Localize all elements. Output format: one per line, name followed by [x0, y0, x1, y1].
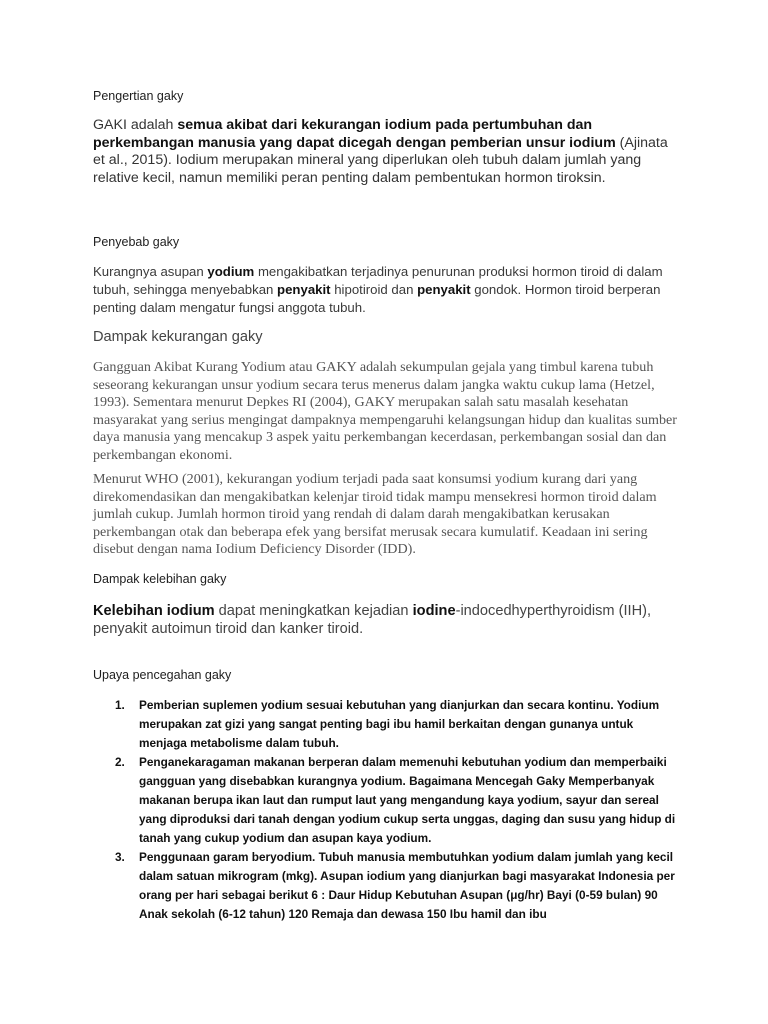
- definition-bold: semua akibat dari kekurangan iodium pada pertumbuhan dan perkembangan manusia yang dapat dicegah dengan pemberian unsur iodium: [93, 117, 616, 151]
- paragraph-excess: [93, 602, 683, 638]
- list-item-text: Pemberian suplemen yodium sesuai kebutuhan yang dianjurkan dan secara kontinu. Yodium merupakan zat gizi yang sangat penting bagi ibu hamil berkaitan dengan gunanya untuk menjaga metabolisme dalam tubuh.: [139, 698, 660, 750]
- excess-bold-iodine: iodine: [412, 603, 456, 619]
- list-number: 1.: [115, 698, 125, 712]
- list-item-text: Penggunaan garam beryodium. Tubuh manusia membutuhkan yodium dalam jumlah yang kecil dalam satuan mikrogram (mkg). Asupan iodium yang dianjurkan bagi masyarakat Indonesia per orang per hari sebagai berikut 6 : Daur Hidup Kebutuhan Asupan (μg/hr) Bayi (0-59 bulan) 90 Anak sekolah (6-12 tahun) 120 Remaja dan dewasa 150 Ibu hamil dan ibu: [139, 850, 675, 921]
- definition-intro: GAKI adalah: [93, 117, 178, 133]
- list-item: [93, 696, 683, 753]
- paragraph-deficiency-2: Menurut WHO (2001), kekurangan yodium terjadi pada saat konsumsi yodium kurang dari yang direkomendasikan dan mengakibatkan kelenjar tiroid tidak mampu mensekresi hormon tiroid dalam jumlah cukup. Jumlah hormon tiroid yang rendah di dalam darah mengakibatkan kerusakan perkembangan otak dan beberapa efek yang bersifat merusak secara kumulatif. Keadaan ini sering disebut dengan nama Iodium Deficiency Disorder (IDD).: [93, 471, 657, 557]
- cause-bold-penyakit-1: penyakit: [277, 282, 331, 297]
- paragraph-deficiency-1: Gangguan Akibat Kurang Yodium atau GAKY adalah sekumpulan gejala yang timbul karena tubuh seseorang kekurangan unsur yodium secara terus menerus dalam jangka waktu cukup lama (Hetzel, 1993). Sementara menurut Depkes RI (2004), GAKY merupakan salah satu masalah kesehatan masyarakat yang serius mengingat dampaknya mempengaruhi kelangsungan hidup dan kualitas sumber daya manusia yang mencakup 3 aspek yaitu perkembangan kecerdasan, perkembangan sosial dan dan perkembangan ekonomi.: [93, 359, 677, 463]
- cause-text-2: mengakibatkan terjadinya penurunan produksi hormon tiroid di dalam tubuh, sehingga menyebabkan: [93, 264, 663, 297]
- cause-text-1: Kurangnya asupan: [93, 264, 208, 279]
- paragraph-cause: [93, 263, 683, 317]
- cause-bold-yodium: yodium: [207, 264, 255, 279]
- cause-bold-penyakit-2: penyakit: [417, 282, 471, 297]
- list-item-text: Penganekaragaman makanan berperan dalam memenuhi kebutuhan yodium dan memperbaiki gangguan yang disebabkan kurangnya yodium. Bagaimana Mencegah Gaky Memperbanyak makanan berupa ikan laut dan rumput laut yang mengandung kaya yodium, sayur dan sereal yang diproduksi dari tanah dengan yodium cukup serta unggas, daging dan susu yang hidup di tanah yang cukup yodium dan asupan kaya yodium.: [139, 755, 676, 845]
- paragraph-definition: [93, 117, 683, 187]
- heading-penyebab: Penyebab gaky: [93, 235, 180, 249]
- heading-dampak-kekurangan: Dampak kekurangan gaky: [93, 329, 263, 345]
- prevention-list: [93, 696, 683, 924]
- cause-text-3: hipotiroid dan: [330, 282, 418, 297]
- list-number: 2.: [115, 755, 125, 769]
- excess-bold-kelebihan: Kelebihan iodium: [93, 603, 215, 619]
- cause-text-4: gondok. Hormon tiroid berperan penting dalam mengatur fungsi anggota tubuh.: [93, 282, 661, 315]
- excess-text-1: dapat meningkatkan kejadian: [214, 603, 413, 619]
- list-item: [93, 848, 683, 924]
- list-number: 3.: [115, 850, 125, 864]
- excess-text-2: -indocedhyperthyroidism (IIH), penyakit autoimun tiroid dan kanker tiroid.: [93, 603, 652, 637]
- heading-pengertian: Pengertian gaky: [93, 89, 184, 103]
- heading-upaya: Upaya pencegahan gaky: [93, 668, 232, 682]
- heading-dampak-kelebihan: Dampak kelebihan gaky: [93, 572, 227, 586]
- definition-rest: (Ajinata et al., 2015). Iodium merupakan mineral yang diperlukan oleh tubuh dalam jumlah yang relative kecil, namun memiliki peran penting dalam pembentukan hormon tiroksin.: [93, 134, 668, 186]
- list-item: [93, 753, 683, 848]
